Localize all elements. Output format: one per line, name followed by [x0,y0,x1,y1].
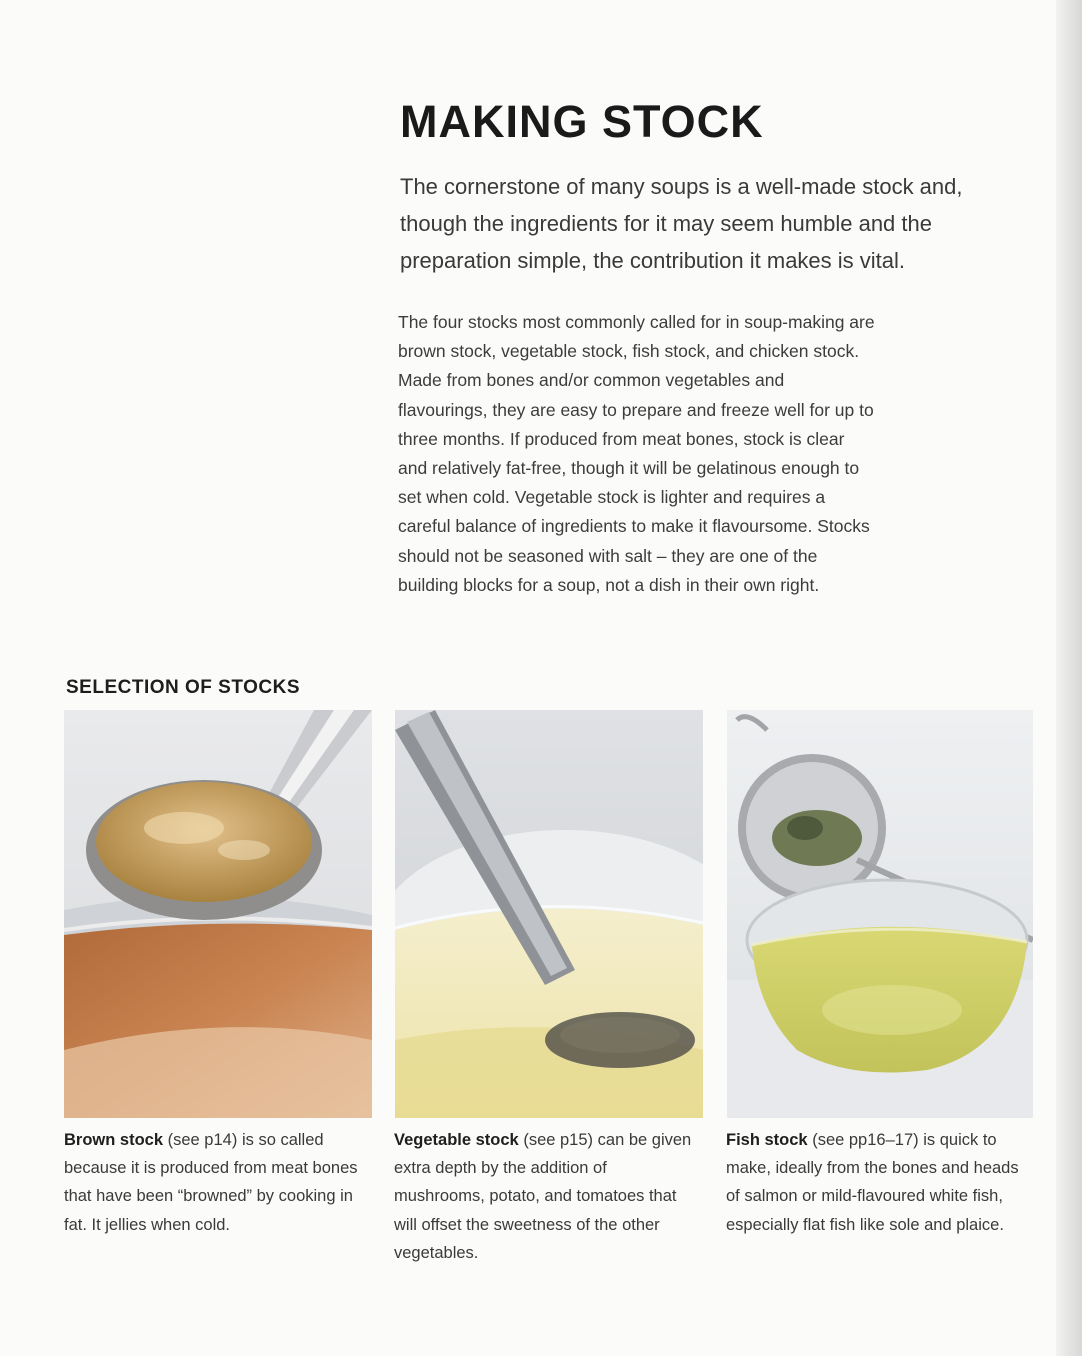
page-title: MAKING STOCK [400,96,764,147]
intro-paragraph: The cornerstone of many soups is a well-made stock and, though the ingredients for it may seem humble and the preparation simple, the contribution it makes is vital. [400,174,963,273]
vegetable-stock-caption [394,1126,694,1267]
page-edge-shadow [1056,0,1082,1356]
fish-stock-photo [727,710,1033,1118]
page-reference: (see p14) [167,1131,238,1149]
caption-text: is so called because it is produced from meat bones that have been “browned” by cooking in fat. It jellies when cold. [64,1131,358,1234]
stock-name: Brown stock [64,1131,164,1149]
stock-name: Fish stock [726,1131,808,1149]
caption-text: is quick to make, ideally from the bones and heads of salmon or mild-flavoured white fish, especially flat fish like sole and plaice. [726,1131,1019,1234]
vegetable-stock-photo [395,710,703,1118]
page-reference: (see pp16–17) [812,1131,919,1149]
caption-text: can be given extra depth by the addition of mushrooms, potato, and tomatoes that will offset the sweetness of the other vegetables. [394,1131,692,1262]
page-reference: (see p15) [523,1131,594,1149]
brown-stock-photo [64,710,372,1118]
fish-stock-caption [726,1126,1026,1239]
stock-name: Vegetable stock [394,1131,519,1149]
section-heading: SELECTION OF STOCKS [66,677,301,698]
body-paragraph: The four stocks most commonly called for in soup-making are brown stock, vegetable stock, fish stock, and chicken stock. Made from bones and/or common vegetables and flavourings, they are easy to prepare and freeze well for up to three months. If produced from meat bones, stock is clear and relatively fat-free, though it will be gelatinous enough to set when cold. Vegetable stock is lighter and requires a careful balance of ingredients to make it flavoursome. Stocks should not be seasoned with salt – they are one of the building blocks for a soup, not a dish in their own right. [398,312,875,595]
brown-stock-caption [64,1126,364,1239]
